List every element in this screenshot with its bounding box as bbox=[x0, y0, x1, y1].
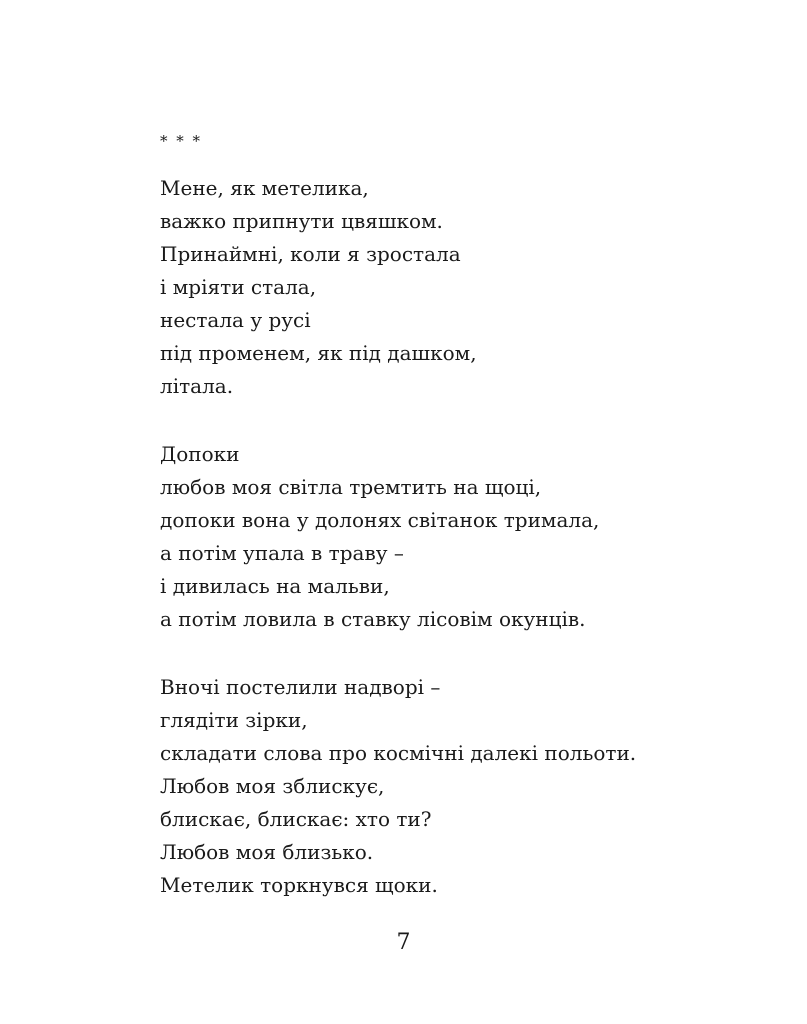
poem-line: Любов моя зблискує, bbox=[160, 774, 385, 798]
poem-line: Любов моя близько. bbox=[160, 840, 374, 864]
poem-line: Вночі постелили надворі – bbox=[160, 675, 441, 699]
poem-line: а потім упала в траву – bbox=[160, 541, 404, 565]
poem-line: важко припнути цвяшком. bbox=[160, 209, 443, 233]
stanza-3 bbox=[160, 671, 760, 902]
poem-line: нестала у русі bbox=[160, 308, 311, 332]
poem-line: Мене, як метелика, bbox=[160, 176, 369, 200]
poem-line: і дивилась на мальви, bbox=[160, 574, 390, 598]
poem-line: і мріяти стала, bbox=[160, 275, 317, 299]
stanza-1 bbox=[160, 172, 760, 403]
page-number: 7 bbox=[396, 930, 411, 955]
poem bbox=[160, 126, 760, 937]
poem-line: літала. bbox=[160, 374, 234, 398]
poem-line: глядіти зірки, bbox=[160, 708, 308, 732]
poem-line: блискає, блискає: хто ти? bbox=[160, 807, 432, 831]
poem-line: а потім ловила в ставку лісовім окунців. bbox=[160, 607, 586, 631]
poem-line: допоки вона у долонях світанок тримала, bbox=[160, 508, 600, 532]
poem-line: Допоки bbox=[160, 442, 240, 466]
poem-separator: * * * bbox=[160, 132, 203, 150]
poem-line: складати слова про космічні далекі польоти. bbox=[160, 741, 637, 765]
stanza-2 bbox=[160, 438, 760, 636]
poem-line: любов моя світла тремтить на щоці, bbox=[160, 475, 542, 499]
poem-line: Метелик торкнувся щоки. bbox=[160, 873, 438, 897]
poem-line: під променем, як під дашком, bbox=[160, 341, 477, 365]
poem-line: Принаймні, коли я зростала bbox=[160, 242, 461, 266]
